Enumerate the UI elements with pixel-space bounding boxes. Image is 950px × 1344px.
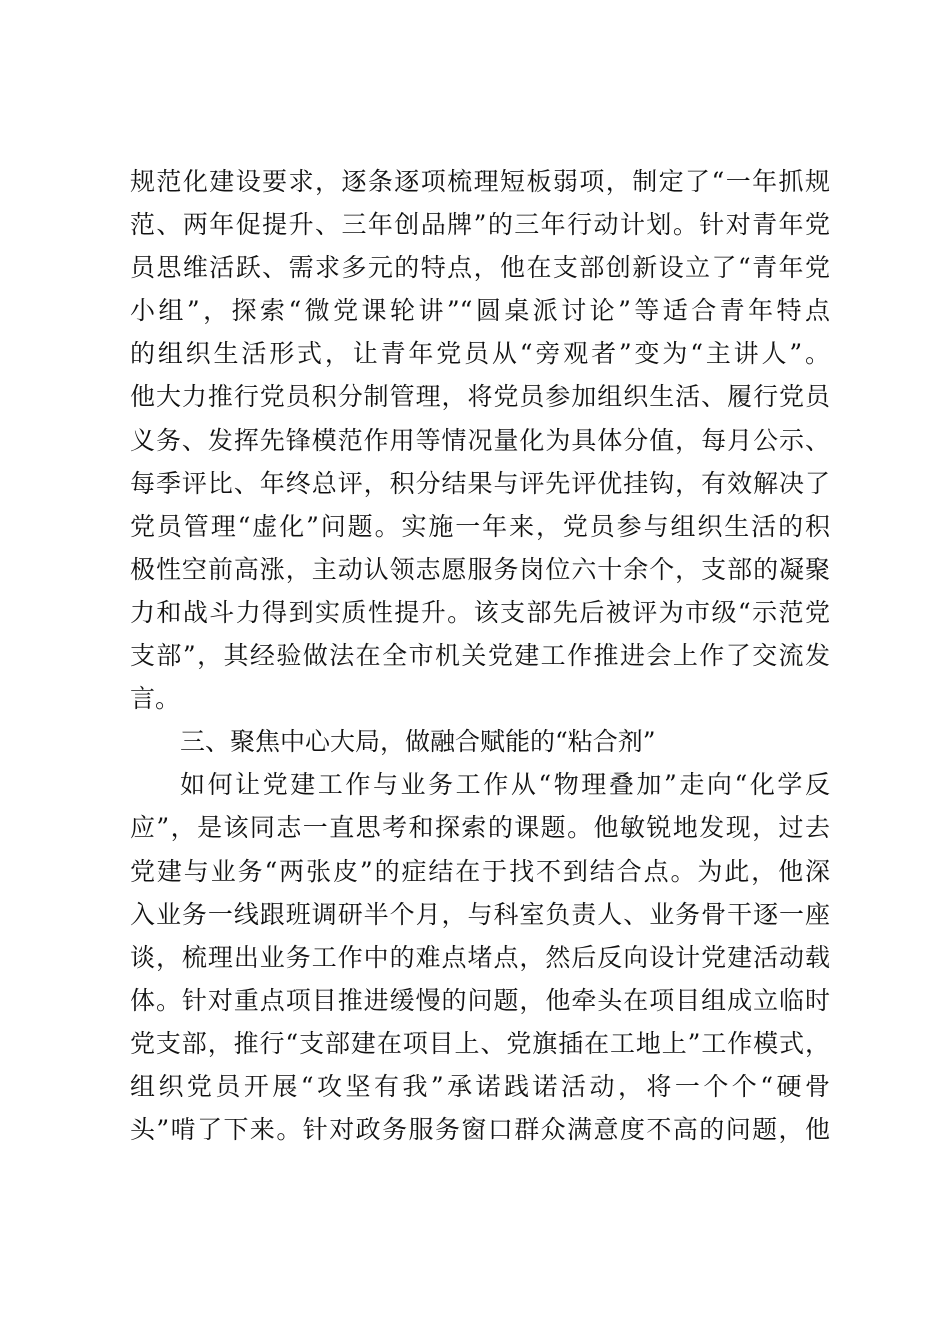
text-line: 党建与业务“两张皮”的症结在于找不到结合点。为此，他深: [130, 856, 830, 886]
text-line: 小组”，探索“微党课轮讲”“圆桌派讨论”等适合青年特点: [130, 296, 830, 326]
text-line: 党支部，推行“支部建在项目上、党旗插在工地上”工作模式，: [130, 1028, 830, 1058]
text-line: 员思维活跃、需求多元的特点，他在支部创新设立了“青年党: [130, 253, 830, 283]
text-line: 极性空前高涨，主动认领志愿服务岗位六十余个，支部的凝聚: [130, 554, 830, 584]
text-line: 组织党员开展“攻坚有我”承诺践诺活动，将一个个“硬骨: [130, 1071, 830, 1101]
text-line: 范、两年促提升、三年创品牌”的三年行动计划。针对青年党: [130, 210, 830, 240]
text-line: 的组织生活形式，让青年党员从“旁观者”变为“主讲人”。: [130, 339, 830, 369]
text-line: 支部”，其经验做法在全市机关党建工作推进会上作了交流发: [130, 641, 830, 671]
section-heading: 三、聚焦中心大局，做融合赋能的“粘合剂”: [180, 727, 656, 757]
text-line: 谈，梳理出业务工作中的难点堵点，然后反向设计党建活动载: [130, 942, 830, 972]
text-line: 党员管理“虚化”问题。实施一年来，党员参与组织生活的积: [130, 511, 830, 541]
body-text: [130, 160, 830, 1151]
text-line: 规范化建设要求，逐条逐项梳理短板弱项，制定了“一年抓规: [130, 167, 830, 196]
text-line: 体。针对重点项目推进缓慢的问题，他牵头在项目组成立临时: [130, 985, 830, 1015]
text-line: 入业务一线跟班调研半个月，与科室负责人、业务骨干逐一座: [130, 899, 830, 929]
text-line: 力和战斗力得到实质性提升。该支部先后被评为市级“示范党: [130, 597, 830, 627]
text-line: 义务、发挥先锋模范作用等情况量化为具体分值，每月公示、: [130, 425, 830, 455]
text-line: 言。: [130, 684, 181, 714]
text-line: 他大力推行党员积分制管理，将党员参加组织生活、履行党员: [130, 382, 830, 412]
text-line: 头”啃了下来。针对政务服务窗口群众满意度不高的问题，他: [130, 1115, 830, 1145]
text-line: 如何让党建工作与业务工作从“物理叠加”走向“化学反: [180, 770, 830, 800]
text-line: 每季评比、年终总评，积分结果与评先评优挂钩，有效解决了: [130, 468, 830, 498]
text-line: 应”，是该同志一直思考和探索的课题。他敏锐地发现，过去: [130, 813, 830, 843]
